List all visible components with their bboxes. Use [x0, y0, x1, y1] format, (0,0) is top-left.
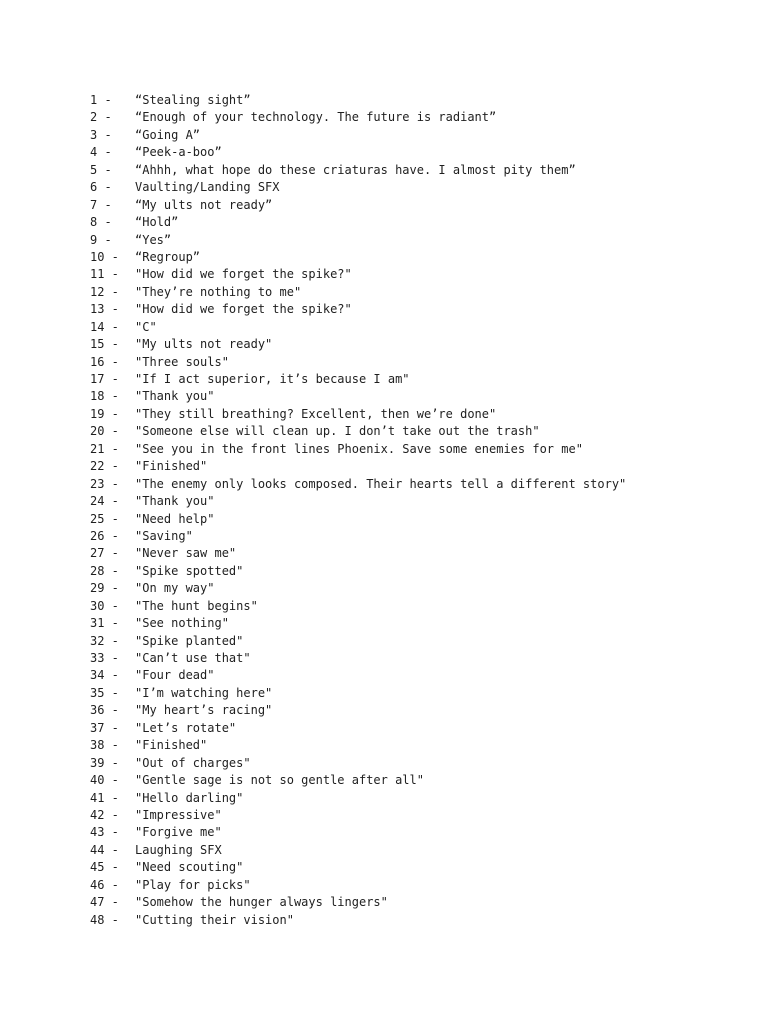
list-item — [90, 842, 626, 859]
line-text: “Peek-a-boo” — [135, 145, 222, 160]
line-text: "Finished" — [135, 738, 208, 753]
line-text: "Never saw me" — [135, 546, 237, 561]
line-text: "Spike planted" — [135, 633, 244, 648]
line-text: "I’m watching here" — [135, 685, 273, 700]
line-text: "See nothing" — [135, 616, 229, 631]
line-text: “Stealing sight” — [135, 93, 251, 107]
line-number: 23 - — [90, 476, 119, 491]
line-text: "They still breathing? Excellent, then we’re done" — [135, 406, 497, 421]
line-text: "The enemy only looks composed. Their hearts tell a different story" — [135, 476, 627, 491]
list-item — [90, 650, 626, 667]
line-text: “Enough of your technology. The future is radiant” — [135, 110, 497, 125]
line-text: "On my way" — [135, 581, 215, 596]
list-item — [90, 162, 626, 179]
line-text: "Saving" — [135, 528, 193, 543]
line-text: "Forgive me" — [135, 825, 222, 840]
line-number: 34 - — [90, 668, 119, 683]
list-item — [90, 667, 626, 684]
line-number: 5 - — [90, 162, 112, 177]
line-text: "Someone else will clean up. I don’t take out the trash" — [135, 424, 540, 439]
line-number: 33 - — [90, 651, 119, 665]
list-item — [90, 633, 626, 650]
list-item — [90, 197, 626, 214]
list-item — [90, 824, 626, 841]
line-text: "Four dead" — [135, 668, 215, 683]
line-text: "Hello darling" — [135, 790, 244, 805]
line-text: "Play for picks" — [135, 877, 251, 892]
line-number: 47 - — [90, 895, 119, 910]
line-number: 6 - — [90, 180, 112, 195]
line-number: 37 - — [90, 720, 119, 735]
line-text: "My heart’s racing" — [135, 703, 273, 718]
line-text: Vaulting/Landing SFX — [135, 180, 280, 195]
line-number: 12 - — [90, 284, 119, 299]
line-text: "Impressive" — [135, 807, 222, 822]
list-item — [90, 790, 626, 807]
line-number: 22 - — [90, 459, 119, 474]
line-number: 30 - — [90, 598, 119, 613]
list-item — [90, 127, 626, 144]
line-text: “My ults not ready” — [135, 197, 273, 212]
line-text: “Hold” — [135, 215, 179, 230]
line-number: 4 - — [90, 145, 112, 160]
list-item — [90, 388, 626, 405]
line-text: “Ahhh, what hope do these criaturas have. I almost pity them” — [135, 162, 576, 177]
line-number: 2 - — [90, 110, 112, 125]
list-item — [90, 266, 626, 283]
line-text: "Somehow the hunger always lingers" — [135, 895, 388, 910]
list-item — [90, 563, 626, 580]
line-text: "My ults not ready" — [135, 337, 273, 352]
line-text: "Cutting their vision" — [135, 912, 294, 927]
line-number: 39 - — [90, 755, 119, 770]
list-item — [90, 301, 626, 318]
list-item — [90, 545, 626, 562]
line-text: "The hunt begins" — [135, 598, 258, 613]
list-item — [90, 232, 626, 249]
line-number: 9 - — [90, 232, 112, 247]
line-text: "How did we forget the spike?" — [135, 302, 352, 317]
list-item — [90, 441, 626, 458]
line-number: 44 - — [90, 842, 119, 857]
list-item — [90, 458, 626, 475]
line-text: "Let’s rotate" — [135, 720, 237, 735]
line-number: 14 - — [90, 319, 119, 334]
line-text: “Regroup” — [135, 249, 201, 264]
line-number: 35 - — [90, 685, 119, 700]
line-number: 3 - — [90, 127, 112, 142]
line-number: 38 - — [90, 738, 119, 753]
list-item — [90, 877, 626, 894]
list-item — [90, 737, 626, 754]
list-item — [90, 720, 626, 737]
line-text: "Thank you" — [135, 494, 215, 509]
line-number: 7 - — [90, 197, 112, 212]
line-number: 18 - — [90, 389, 119, 404]
list-item — [90, 476, 626, 493]
list-item — [90, 354, 626, 371]
list-item — [90, 807, 626, 824]
line-text: "If I act superior, it’s because I am" — [135, 372, 410, 386]
line-text: “Yes” — [135, 232, 172, 247]
line-text: "Finished" — [135, 459, 208, 474]
line-text: "Three souls" — [135, 354, 229, 369]
list-item — [90, 772, 626, 789]
line-text: "See you in the front lines Phoenix. Save some enemies for me" — [135, 441, 583, 456]
list-item — [90, 702, 626, 719]
list-item — [90, 894, 626, 911]
line-number: 1 - — [90, 93, 112, 107]
line-number: 15 - — [90, 337, 119, 352]
list-item — [90, 912, 626, 929]
line-text: "How did we forget the spike?" — [135, 267, 352, 282]
list-item — [90, 615, 626, 632]
list-item — [90, 580, 626, 597]
list-item — [90, 92, 626, 109]
list-item — [90, 423, 626, 440]
list-item — [90, 214, 626, 231]
list-item — [90, 179, 626, 196]
line-number: 8 - — [90, 215, 112, 230]
line-number: 36 - — [90, 703, 119, 718]
list-item — [90, 371, 626, 388]
line-number: 42 - — [90, 807, 119, 822]
list-item — [90, 493, 626, 510]
line-number: 27 - — [90, 546, 119, 561]
line-number: 40 - — [90, 773, 119, 788]
line-number: 41 - — [90, 790, 119, 805]
line-text: "C" — [135, 319, 157, 334]
line-number: 46 - — [90, 877, 119, 892]
list-item — [90, 249, 626, 266]
line-text: “Going A” — [135, 127, 201, 142]
line-number: 25 - — [90, 511, 119, 526]
list-item — [90, 685, 626, 702]
list-item — [90, 511, 626, 528]
line-text: "Thank you" — [135, 389, 215, 404]
line-number: 13 - — [90, 302, 119, 317]
list-item — [90, 284, 626, 301]
list-item — [90, 406, 626, 423]
list-item — [90, 144, 626, 161]
voice-line-list — [90, 92, 626, 929]
list-item — [90, 755, 626, 772]
list-item — [90, 109, 626, 126]
line-text: "Need scouting" — [135, 860, 244, 875]
line-number: 10 - — [90, 249, 119, 264]
line-number: 19 - — [90, 406, 119, 421]
line-number: 31 - — [90, 616, 119, 631]
line-number: 21 - — [90, 441, 119, 456]
line-number: 26 - — [90, 528, 119, 543]
line-text: "They’re nothing to me" — [135, 284, 302, 299]
line-number: 48 - — [90, 912, 119, 927]
line-text: "Out of charges" — [135, 755, 251, 770]
line-text: "Spike spotted" — [135, 563, 244, 578]
line-number: 11 - — [90, 267, 119, 282]
line-number: 43 - — [90, 825, 119, 840]
line-text: "Gentle sage is not so gentle after all" — [135, 773, 424, 788]
list-item — [90, 336, 626, 353]
line-number: 17 - — [90, 372, 119, 386]
list-item — [90, 598, 626, 615]
line-text: "Can’t use that" — [135, 651, 251, 665]
list-item — [90, 859, 626, 876]
line-number: 32 - — [90, 633, 119, 648]
line-text: Laughing SFX — [135, 842, 222, 857]
line-number: 24 - — [90, 494, 119, 509]
line-number: 29 - — [90, 581, 119, 596]
line-number: 20 - — [90, 424, 119, 439]
list-item — [90, 319, 626, 336]
list-item — [90, 528, 626, 545]
line-number: 45 - — [90, 860, 119, 875]
line-text: "Need help" — [135, 511, 215, 526]
line-number: 16 - — [90, 354, 119, 369]
line-number: 28 - — [90, 563, 119, 578]
